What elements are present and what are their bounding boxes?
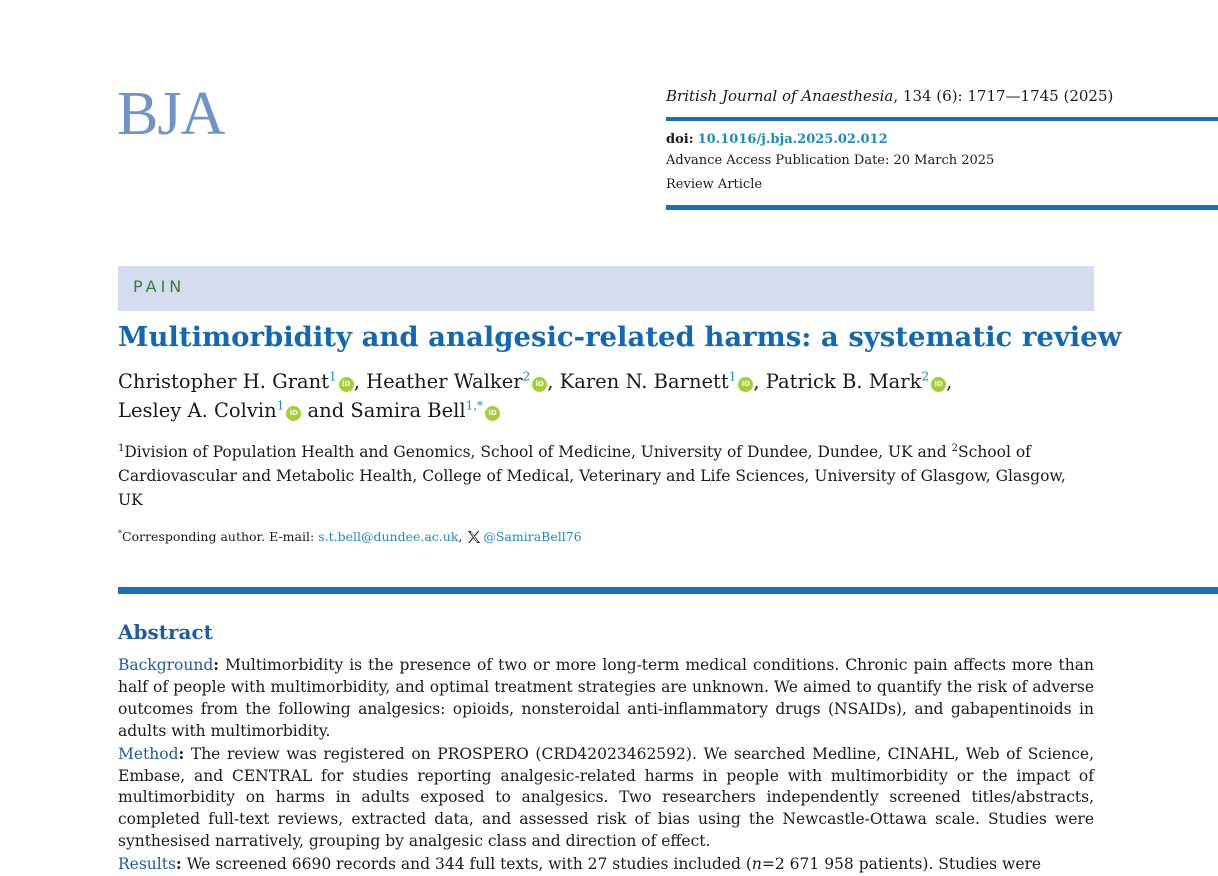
journal-citation [666,86,1113,106]
orcid-icon[interactable]: iD [339,377,354,392]
author-affil-sup: 1,* [465,398,484,413]
abstract-rule [118,587,1218,594]
affil-number: 2 [951,442,959,454]
author-affil-sup: 1 [276,398,285,413]
results-text: We screened 6690 records and 344 full texts, with 27 studies included ( [181,855,752,874]
author-name[interactable]: Heather Walker [366,370,523,393]
results-label: Results [118,855,176,874]
email-link[interactable]: s.t.bell@dundee.ac.uk [318,529,459,544]
results-n: n [751,855,762,874]
author-separator: , [753,370,766,393]
section-label: PAIN [133,277,186,296]
author-name[interactable]: Patrick B. Mark [765,370,922,393]
doi-label: doi: [666,132,694,147]
orcid-icon[interactable]: iD [286,406,301,421]
x-handle-link[interactable]: @SamiraBell76 [483,529,582,544]
author-separator: , [946,370,953,393]
author-affil-sup: 2 [522,369,531,384]
background-label: Background [118,656,214,674]
header-rule-top [666,117,1218,121]
method-label: Method [118,744,179,763]
journal-logo: BJA [117,80,225,148]
orcid-icon[interactable]: iD [485,406,500,421]
advance-access-date: Advance Access Publication Date: 20 March 2025 [666,153,995,168]
journal-name: British Journal of Anaesthesia [666,87,894,105]
abstract-method: Method: The review was registered on PROSPERO (CRD42023462592). We searched Medline, CINAHL, Web of Science, Embase, and CENTRAL for studies reporting analgesic-related harms in people with multimorbidity or the impact of multimorbidity on harms in adults exposed to analgesics. Two researchers independently screened titles/abstracts, completed full-text reviews, extracted data, and assessed risk of bias using the Newcastle-Ottawa scale. Studies were synthesised narratively, grouping by analgesic class and direction of effect. [118,743,1094,851]
author-separator: , [547,370,560,393]
corresponding-author [118,528,582,546]
article-title: Multimorbidity and analgesic-related harms: a systematic review [118,321,1122,353]
results-text-cont: =2 671 958 patients). Studies were [761,855,1042,874]
author-separator: and [301,399,351,422]
affil-text: Division of Population Health and Genomics, School of Medicine, University of Dundee, Dundee, UK and [124,443,952,461]
corr-star: * [118,528,122,538]
doi-line [666,131,888,149]
affiliations [118,440,1094,512]
x-logo-icon[interactable] [466,529,482,545]
affil-number: 1 [118,442,125,454]
author-affil-sup: 1 [728,369,737,384]
article-type: Review Article [666,177,763,192]
corr-comma: , [458,529,467,544]
abstract-body [118,654,1094,876]
orcid-icon[interactable]: iD [532,377,547,392]
corr-text: Corresponding author. E-mail: [122,529,319,544]
orcid-icon[interactable]: iD [738,377,753,392]
author-name[interactable]: Samira Bell [350,399,466,422]
author-affil-sup: 1 [329,369,337,384]
author-name[interactable]: Christopher H. Grant [118,370,330,393]
author-list [118,367,1098,425]
author-name[interactable]: Karen N. Barnett [559,370,729,393]
abstract-heading: Abstract [118,620,213,644]
header-rule-bottom [666,205,1218,210]
abstract-background: Background: Multimorbidity is the presence of two or more long-term medical conditions. Chronic pain affects more than half of people with multimorbidity, and optimal treatment strategies are unknown. We aimed to quantify the risk of adverse outcomes from the following analgesics: opioids, nonsteroidal anti-inflammatory drugs (NSAIDs), and gabapentinoids in adults with multimorbidity. [118,655,1094,740]
doi-link[interactable]: 10.1016/j.bja.2025.02.012 [697,132,888,147]
abstract-results: Results: We screened 6690 records and 344 full texts, with 27 studies included (n=2 671 958 patients). Studies were [118,854,1042,874]
section-band [118,266,1094,311]
author-affil-sup: 2 [921,369,930,384]
citation-details: , 134 (6): 1717—1745 (2025) [893,87,1114,105]
background-text: Multimorbidity is the presence of two or more long-term medical conditions. Chronic pain affects more than half of people with multimorbidity, and optimal treatment strategies are unknown. We aimed to quantify the risk of adverse outcomes from the following analgesics: opioids, nonsteroidal anti-inflammatory drugs (NSAIDs), and gabapentinoids in adults with multimorbidity. [118,656,1094,740]
author-name[interactable]: Lesley A. Colvin [118,399,277,422]
method-text: The review was registered on PROSPERO (CRD42023462592). We searched Medline, CINAHL, Web of Science, Embase, and CENTRAL for studies reporting analgesic-related harms in people with multimorbidity or the impact of multimorbidity on harms in adults exposed to analgesics. Two researchers independently screened titles/abstracts, completed full-text reviews, extracted data, and assessed risk of bias using the Newcastle-Ottawa scale. Studies were synthesised narratively, grouping by analgesic class and direction of effect. [118,744,1094,851]
author-separator: , [353,370,367,393]
orcid-icon[interactable]: iD [931,377,946,392]
affil-text: School of Cardiovascular and Metabolic Health, College of Medical, Veterinary and Life Sciences, University of Glasgow, Glasgow, UK [118,443,1066,509]
